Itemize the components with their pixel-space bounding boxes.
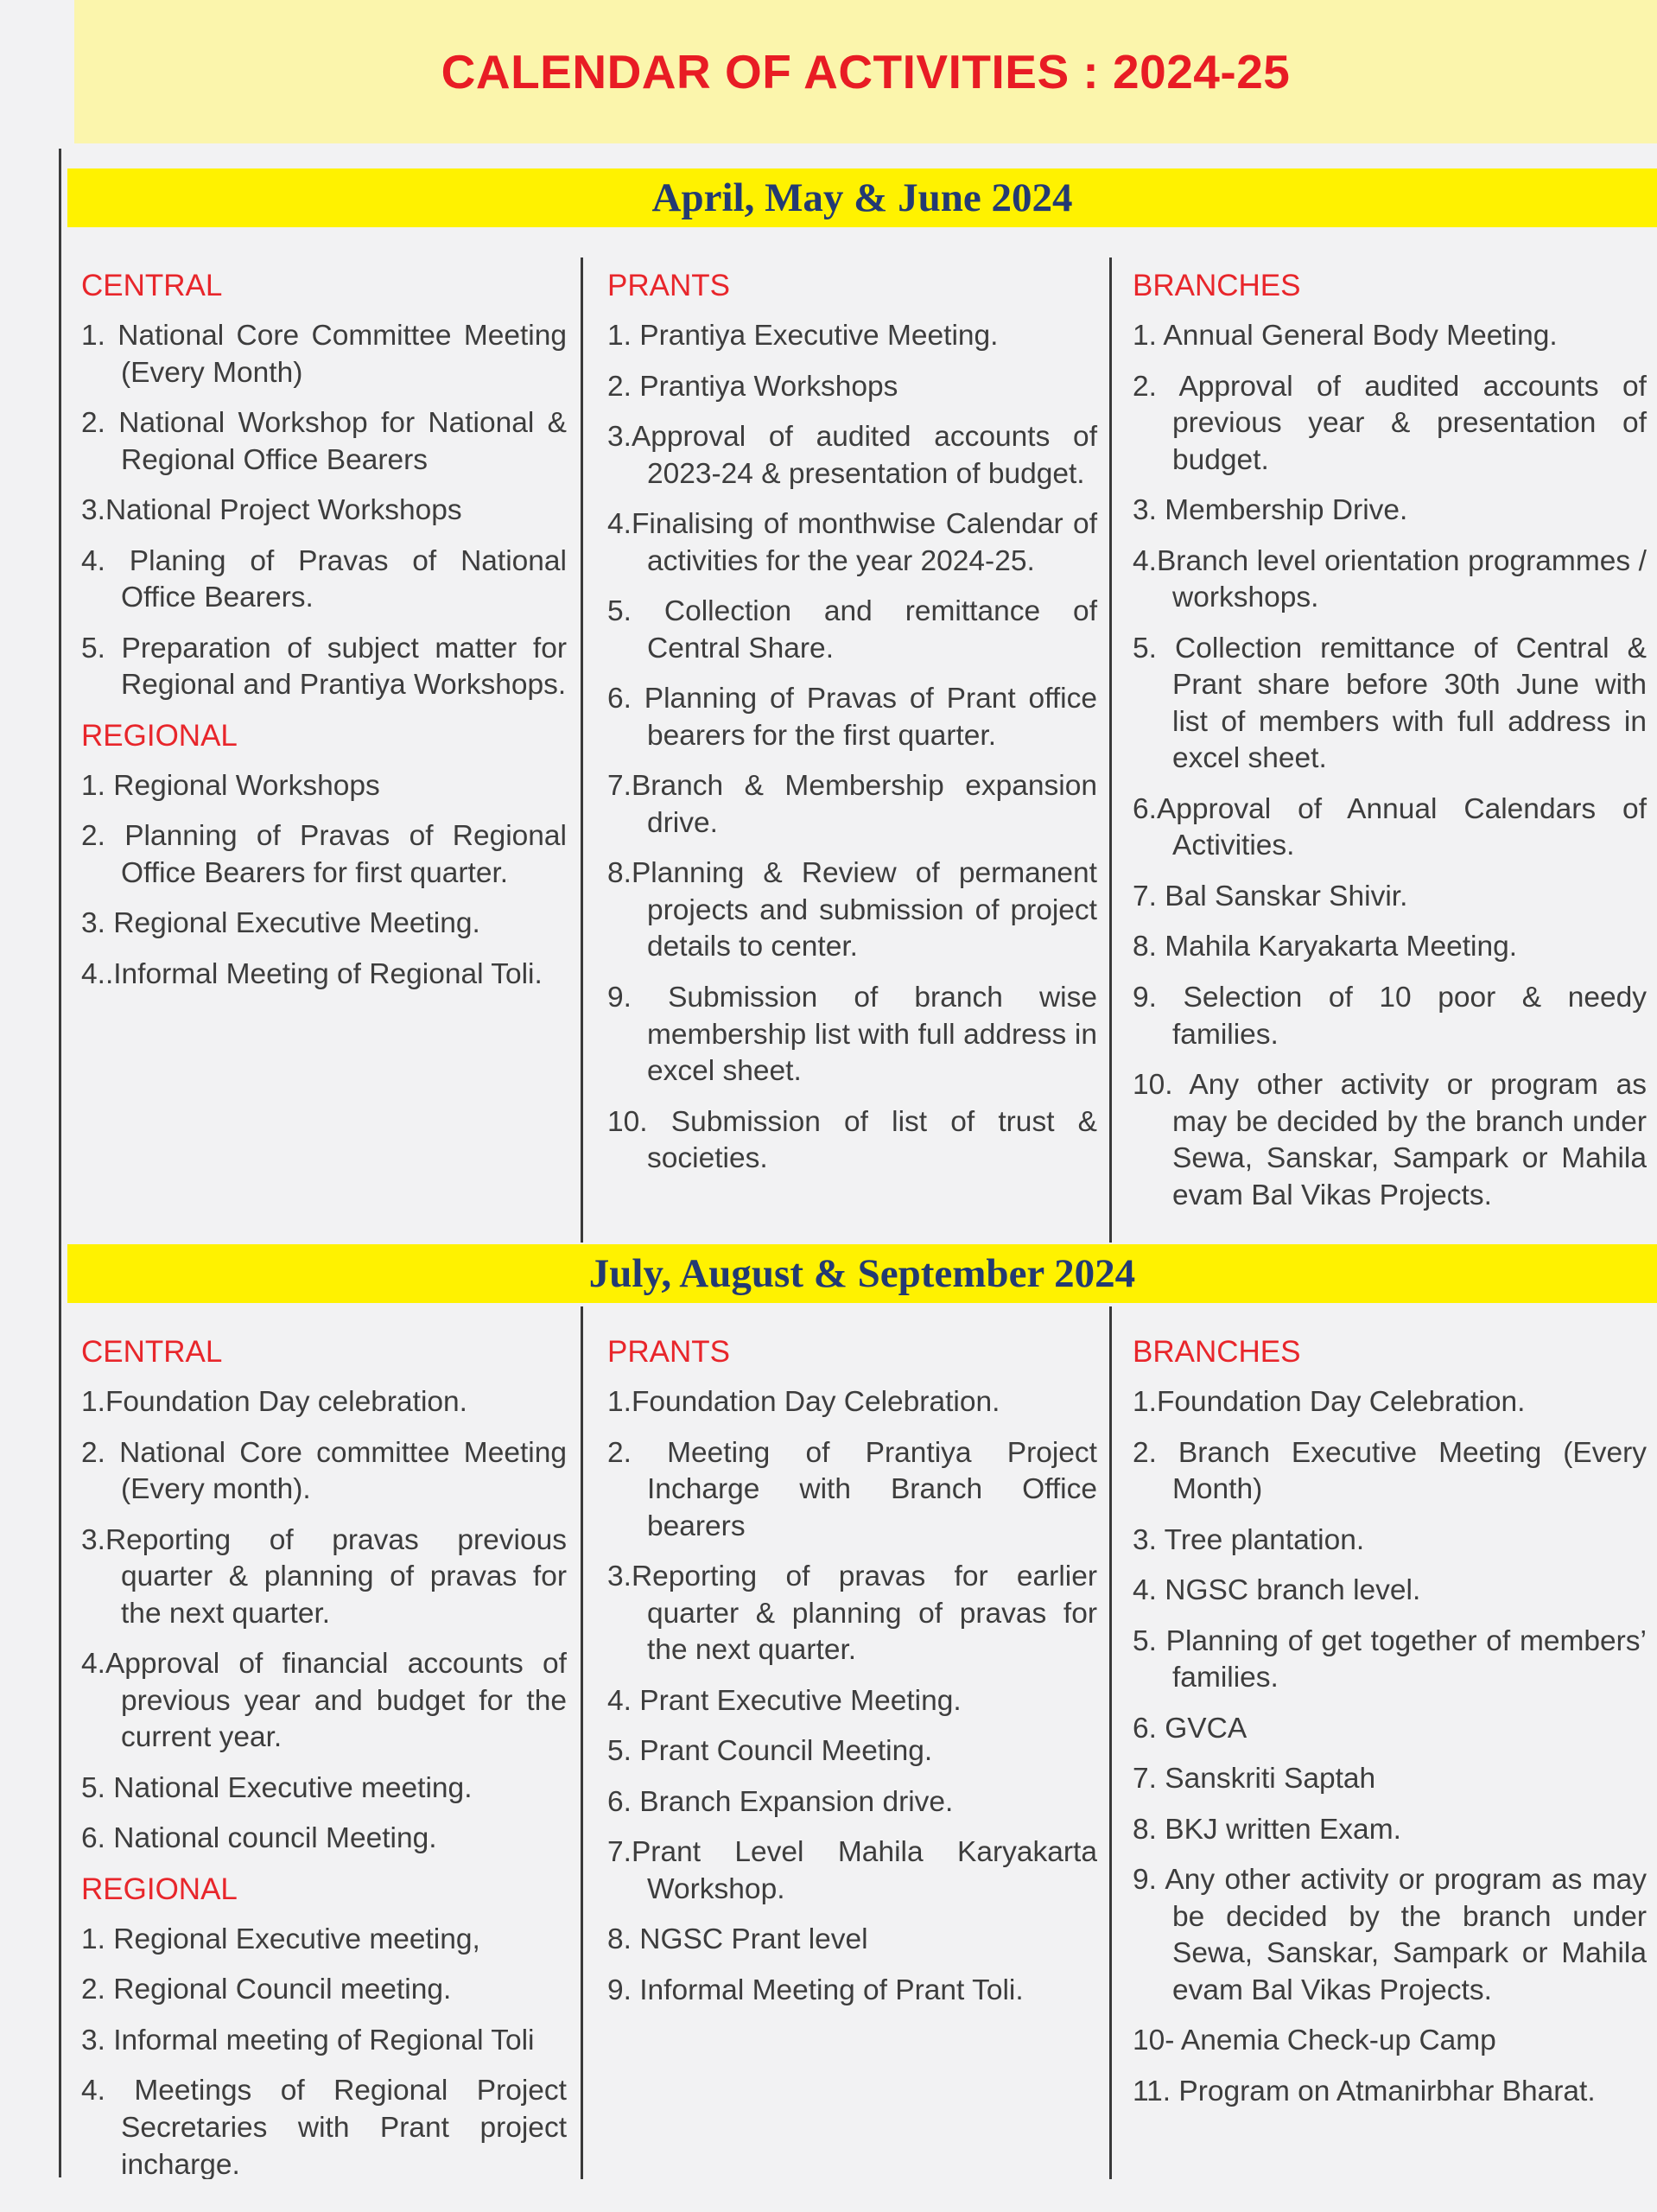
section-band: [67, 168, 1657, 227]
list-item: 3.Approval of audited accounts of 2023-24 & presentation of budget.: [607, 421, 1097, 490]
column-header: CENTRAL: [81, 269, 223, 302]
list-item: 3.Reporting of pravas previous quarter & planning of pravas for the next quarter.: [81, 1523, 567, 1630]
list-item: 7. Sanskriti Saptah: [1133, 1763, 1376, 1796]
period-label: July, August & September 2024: [588, 1251, 1136, 1296]
column-header: REGIONAL: [81, 1872, 238, 1906]
list-item: 4. Planing of Pravas of National Office Bearers.: [81, 544, 567, 614]
list-item: 2. Branch Executive Meeting (Every Month): [1133, 1436, 1647, 1506]
period-label: April, May & June 2024: [651, 175, 1073, 220]
list-item: 3. Informal meeting of Regional Toli: [81, 2024, 535, 2056]
list-item: 3. Regional Executive Meeting.: [81, 907, 480, 940]
list-item: 1. Regional Workshops: [81, 769, 380, 802]
list-item: 4..Informal Meeting of Regional Toli.: [81, 957, 543, 990]
activity-column: [60, 257, 581, 1243]
activity-column: [1109, 1306, 1657, 2179]
list-item: 5. National Executive meeting.: [81, 1771, 473, 1804]
list-item: 2. National Core committee Meeting (Every month).: [81, 1436, 567, 1506]
list-item: 4.Branch level orientation programmes / workshops.: [1133, 544, 1647, 614]
list-item: 8.Planning & Review of permanent projects and submission of project details to center.: [607, 857, 1097, 963]
list-item: 5. Collection and remittance of Central Share.: [607, 595, 1097, 664]
list-item: 2. Prantiya Workshops: [607, 370, 898, 403]
list-item: 5. Prant Council Meeting.: [607, 1735, 933, 1768]
list-item: 10. Any other activity or program as may be decided by the branch under Sewa, Sanskar, Sampark or Mahila evam Bal Vikas Projects.: [1133, 1069, 1647, 1211]
list-item: 9. Selection of 10 poor & needy families.: [1133, 981, 1647, 1051]
list-item: 1. Regional Executive meeting,: [81, 1923, 480, 1955]
list-item: 6.Approval of Annual Calendars of Activities.: [1133, 792, 1647, 862]
list-item: 4. NGSC branch level.: [1133, 1574, 1421, 1607]
list-item: 3.National Project Workshops: [81, 494, 462, 527]
section-columns: [60, 1306, 1657, 2179]
activity-column: [60, 1306, 581, 2179]
list-item: 6. Branch Expansion drive.: [607, 1785, 954, 1818]
title-banner: [74, 0, 1657, 143]
section-columns: [60, 257, 1657, 1243]
list-item: 5. Planning of get together of members’ families.: [1133, 1624, 1647, 1694]
list-item: 4.Finalising of monthwise Calendar of activities for the year 2024-25.: [607, 508, 1097, 577]
list-item: 1.Foundation Day celebration.: [81, 1386, 467, 1418]
list-item: 9. Submission of branch wise membership list with full address in excel sheet.: [607, 981, 1097, 1088]
list-item: 4.Approval of financial accounts of previous year and budget for the current year.: [81, 1648, 567, 1754]
list-item: 7. Bal Sanskar Shivir.: [1133, 880, 1408, 912]
activity-column: [1109, 257, 1657, 1243]
list-item: 8. BKJ written Exam.: [1133, 1813, 1401, 1846]
page-title: CALENDAR OF ACTIVITIES : 2024-25: [441, 45, 1291, 99]
list-item: 4. Meetings of Regional Project Secretaries with Prant project incharge.: [81, 2075, 567, 2179]
list-item: 1. Annual General Body Meeting.: [1133, 320, 1558, 352]
column-header: CENTRAL: [81, 1335, 223, 1369]
list-item: 3.Reporting of pravas for earlier quarter & planning of pravas for the next quarter.: [607, 1560, 1097, 1667]
list-item: 9. Informal Meeting of Prant Toli.: [607, 1974, 1024, 2006]
list-item: 10. Submission of list of trust & societies.: [607, 1105, 1097, 1175]
list-item: 6. National council Meeting.: [81, 1822, 437, 1855]
column-header: PRANTS: [607, 269, 730, 302]
list-item: 1. National Core Committee Meeting (Every Month): [81, 320, 567, 389]
list-item: 3. Membership Drive.: [1133, 494, 1408, 527]
list-item: 9. Any other activity or program as may be decided by the branch under Sewa, Sanskar, Sampark or Mahila evam Bal Vikas Projects.: [1133, 1864, 1647, 2006]
list-item: 2. Regional Council meeting.: [81, 1974, 452, 2006]
list-item: 6. GVCA: [1133, 1712, 1248, 1745]
list-item: 3. Tree plantation.: [1133, 1523, 1365, 1556]
list-item: 1.Foundation Day Celebration.: [607, 1386, 1000, 1418]
list-item: 7.Prant Level Mahila Karyakarta Workshop.: [607, 1836, 1097, 1905]
column-header: BRANCHES: [1133, 1335, 1301, 1369]
column-header: PRANTS: [607, 1335, 730, 1369]
activity-column: [581, 257, 1109, 1243]
list-item: 5. Collection remittance of Central & Prant share before 30th June with list of members with full address in excel sheet.: [1133, 632, 1647, 775]
column-header: BRANCHES: [1133, 269, 1301, 302]
list-item: 7.Branch & Membership expansion drive.: [607, 770, 1097, 839]
list-item: 2. Meeting of Prantiya Project Incharge with Branch Office bearers: [607, 1436, 1097, 1542]
list-item: 4. Prant Executive Meeting.: [607, 1684, 962, 1717]
list-item: 5. Preparation of subject matter for Regional and Prantiya Workshops.: [81, 632, 567, 702]
section-band: [67, 1244, 1657, 1303]
list-item: 8. NGSC Prant level: [607, 1923, 868, 1956]
list-item: 1.Foundation Day Celebration.: [1133, 1386, 1526, 1418]
list-item: 2. National Workshop for National & Regional Office Bearers: [81, 407, 567, 476]
list-item: 8. Mahila Karyakarta Meeting.: [1133, 931, 1518, 963]
list-item: 6. Planning of Pravas of Prant office bearers for the first quarter.: [607, 683, 1097, 752]
list-item: 1. Prantiya Executive Meeting.: [607, 320, 999, 352]
column-header: REGIONAL: [81, 718, 238, 753]
list-item: 11. Program on Atmanirbhar Bharat.: [1133, 2075, 1596, 2107]
list-item: 10- Anemia Check-up Camp: [1133, 2024, 1496, 2057]
list-item: 2. Planning of Pravas of Regional Office Bearers for first quarter.: [81, 820, 567, 889]
list-item: 2. Approval of audited accounts of previous year & presentation of budget.: [1133, 370, 1647, 476]
activity-column: [581, 1306, 1109, 2179]
